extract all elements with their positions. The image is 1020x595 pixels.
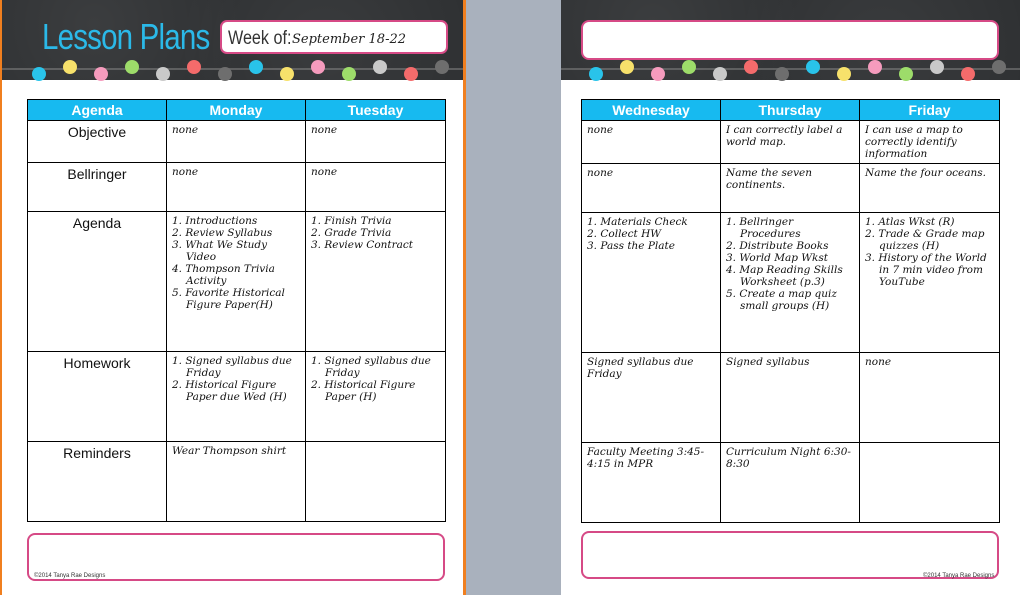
list-item: 5. Favorite Historical Figure Paper(H) xyxy=(172,287,285,311)
wednesday-objective-cell[interactable] xyxy=(582,121,721,164)
wednesday-homework-cell[interactable] xyxy=(582,353,721,443)
garland-dot xyxy=(930,60,944,74)
garland-dot xyxy=(373,60,387,74)
tuesday-agenda-cell[interactable] xyxy=(306,212,446,352)
tuesday-objective-cell[interactable] xyxy=(306,121,446,163)
garland-dot xyxy=(961,67,975,81)
friday-reminders-cell[interactable] xyxy=(860,443,1000,523)
garland-dot xyxy=(63,60,77,74)
week-label: Week of: xyxy=(228,28,292,49)
garland-dot xyxy=(404,67,418,81)
row-label-bellringer: Bellringer xyxy=(28,163,167,212)
week-box xyxy=(220,20,448,54)
friday-agenda-cell[interactable] xyxy=(860,213,1000,353)
cell-text: Faculty Meeting 3:45-4:15 in MPR xyxy=(587,446,705,470)
list-item: 3. Pass the Plate xyxy=(587,240,675,252)
garland-dot xyxy=(806,60,820,74)
list-item: 3. What We Study Video xyxy=(172,239,268,263)
wednesday-bellringer-cell[interactable] xyxy=(582,164,721,213)
header-box[interactable] xyxy=(581,20,999,60)
cell-text: Curriculum Night 6:30-8:30 xyxy=(726,446,851,470)
row-label-reminders: Reminders xyxy=(28,442,167,522)
garland-dot xyxy=(899,67,913,81)
list-item: 4. Thompson Trivia Activity xyxy=(172,263,275,287)
thursday-objective-cell[interactable] xyxy=(721,121,860,164)
garland-dot xyxy=(218,67,232,81)
cell-text: none xyxy=(172,124,199,136)
cell-text: I can correctly label a world map. xyxy=(726,124,843,148)
list-item: 2. Review Syllabus xyxy=(172,227,273,239)
monday-homework-cell[interactable] xyxy=(167,352,306,442)
cell-list xyxy=(726,216,854,312)
column-header-thursday: Thursday xyxy=(721,100,860,121)
monday-bellringer-cell[interactable] xyxy=(167,163,306,212)
friday-homework-cell[interactable] xyxy=(860,353,1000,443)
cell-text: none xyxy=(311,124,338,136)
cell-text: Wear Thompson shirt xyxy=(172,445,287,457)
row-label-homework: Homework xyxy=(28,352,167,442)
column-header-agenda: Agenda xyxy=(28,100,167,121)
cell-text: Signed syllabus due Friday xyxy=(587,356,694,380)
table-row xyxy=(28,163,446,212)
cell-text: none xyxy=(587,124,614,136)
cell-text: none xyxy=(172,166,199,178)
list-item: 2. Trade & Grade map quizzes (H) xyxy=(865,228,985,252)
page-title: Lesson Plans xyxy=(42,16,210,57)
list-item: 2. Collect HW xyxy=(587,228,662,240)
cell-list xyxy=(311,215,440,251)
garland-dot xyxy=(992,60,1006,74)
tuesday-reminders-cell[interactable] xyxy=(306,442,446,522)
table-row xyxy=(582,164,1000,213)
wednesday-reminders-cell[interactable] xyxy=(582,443,721,523)
cell-text: none xyxy=(865,356,892,368)
column-header-wednesday: Wednesday xyxy=(582,100,721,121)
garland-dot xyxy=(280,67,294,81)
table-row xyxy=(582,443,1000,523)
list-item: 1. Introductions xyxy=(172,215,258,227)
table-row xyxy=(28,212,446,352)
list-item: 5. Create a map quiz small groups (H) xyxy=(726,288,837,312)
monday-reminders-cell[interactable] xyxy=(167,442,306,522)
garland-dot xyxy=(620,60,634,74)
table-row xyxy=(582,353,1000,443)
cell-text: none xyxy=(311,166,338,178)
cell-text: Name the seven continents. xyxy=(726,167,812,191)
list-item: 1. Finish Trivia xyxy=(311,215,392,227)
list-item: 3. World Map Wkst xyxy=(726,252,829,264)
wednesday-agenda-cell[interactable] xyxy=(582,213,721,353)
left-plan-table xyxy=(27,99,446,522)
cell-list xyxy=(865,216,994,288)
column-header-friday: Friday xyxy=(860,100,1000,121)
list-item: 1. Bellringer Procedures xyxy=(726,216,801,240)
notes-box[interactable] xyxy=(581,531,999,579)
garland-dot xyxy=(837,67,851,81)
column-header-tuesday: Tuesday xyxy=(306,100,446,121)
garland-dot xyxy=(156,67,170,81)
row-label-agenda: Agenda xyxy=(28,212,167,352)
right-plan-table xyxy=(581,99,1000,523)
tuesday-homework-cell[interactable] xyxy=(306,352,446,442)
list-item: 2. Historical Figure Paper due Wed (H) xyxy=(172,379,287,403)
list-item: 1. Atlas Wkst (R) xyxy=(865,216,955,228)
column-header-monday: Monday xyxy=(167,100,306,121)
list-item: 1. Signed syllabus due Friday xyxy=(172,355,292,379)
garland-dot xyxy=(32,67,46,81)
copyright-text: ©2014 Tanya Rae Designs xyxy=(923,573,995,579)
table-row xyxy=(582,121,1000,164)
garland-dot xyxy=(868,60,882,74)
table-row xyxy=(28,352,446,442)
garland-dot xyxy=(589,67,603,81)
page-wednesday-friday xyxy=(561,0,1020,595)
list-item: 1. Materials Check xyxy=(587,216,688,228)
cell-text: Signed syllabus xyxy=(726,356,810,368)
garland-dot xyxy=(682,60,696,74)
garland-dot xyxy=(187,60,201,74)
garland-dot xyxy=(744,60,758,74)
tuesday-bellringer-cell[interactable] xyxy=(306,163,446,212)
cell-list xyxy=(587,216,715,252)
garland-dot xyxy=(651,67,665,81)
garland-dot xyxy=(775,67,789,81)
cell-text: Name the four oceans. xyxy=(865,167,986,179)
garland-dot xyxy=(249,60,263,74)
page-monday-tuesday xyxy=(0,0,466,595)
table-row xyxy=(28,121,446,163)
list-item: 1. Signed syllabus due Friday xyxy=(311,355,431,379)
cell-text: none xyxy=(587,167,614,179)
list-item: 3. Review Contract xyxy=(311,239,414,251)
table-row xyxy=(28,442,446,522)
list-item: 3. History of the World in 7 min video from YouTube xyxy=(865,252,987,288)
friday-objective-cell[interactable] xyxy=(860,121,1000,164)
list-item: 2. Distribute Books xyxy=(726,240,829,252)
monday-agenda-cell[interactable] xyxy=(167,212,306,352)
thursday-agenda-cell[interactable] xyxy=(721,213,860,353)
week-value[interactable]: September 18-22 xyxy=(292,32,407,47)
chalkboard-header xyxy=(2,0,463,80)
thursday-bellringer-cell[interactable] xyxy=(721,164,860,213)
list-item: 4. Map Reading Skills Worksheet (p.3) xyxy=(726,264,843,288)
garland-dot xyxy=(311,60,325,74)
cell-list xyxy=(311,355,440,403)
chalkboard-header xyxy=(561,0,1020,80)
friday-bellringer-cell[interactable] xyxy=(860,164,1000,213)
garland-dot xyxy=(435,60,449,74)
list-item: 2. Historical Figure Paper (H) xyxy=(311,379,416,403)
table-row xyxy=(582,213,1000,353)
monday-objective-cell[interactable] xyxy=(167,121,306,163)
thursday-homework-cell[interactable] xyxy=(721,353,860,443)
cell-list xyxy=(172,215,300,311)
row-label-objective: Objective xyxy=(28,121,167,163)
garland-dot xyxy=(94,67,108,81)
garland-dot xyxy=(713,67,727,81)
garland-dot xyxy=(125,60,139,74)
garland-dot xyxy=(342,67,356,81)
copyright-text: ©2014 Tanya Rae Designs xyxy=(34,573,106,579)
list-item: 2. Grade Trivia xyxy=(311,227,392,239)
thursday-reminders-cell[interactable] xyxy=(721,443,860,523)
cell-text: I can use a map to correctly identify information xyxy=(865,124,963,160)
cell-list xyxy=(172,355,300,403)
